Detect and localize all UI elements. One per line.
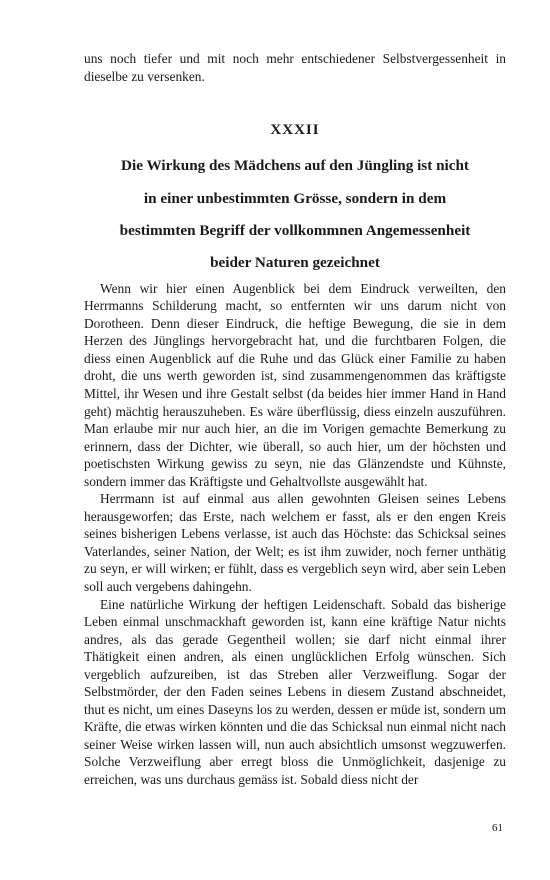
body-paragraph: Herrmann ist auf einmal aus allen gewohnten Gleisen seines Lebens herausgeworfen; das Erste, nach welchem er fasst, als er den engen Kreis seines bisherigen Lebens verlasse, ist auch das Höchste: das Schicksal seines Vaterlandes, seiner Nation, der Welt; es ist ihm zuwider, noch ferner unthätig zu seyn, er will wirken; er fühlt, dass es vergeblich seyn wird, aber sein Leben soll auch vergebens dahingehn.: [84, 491, 506, 595]
chapter-title: [84, 150, 506, 280]
chapter-number: XXXII: [270, 122, 320, 139]
chapter-title-line: Die Wirkung des Mädchens auf den Jüngling ist nicht: [121, 157, 469, 175]
chapter-title-line: bestimmten Begriff der vollkommnen Angemessenheit: [119, 221, 471, 239]
chapter-title-line: beider Naturen gezeichnet: [210, 254, 380, 272]
page-number: 61: [492, 822, 503, 834]
lead-paragraph: uns noch tiefer und mit noch mehr entschiedener Selbstvergessenheit in dieselbe zu versenken.: [84, 51, 506, 84]
page-body: [84, 50, 506, 789]
chapter-title-line: in einer unbestimmten Grösse, sondern in dem: [143, 189, 447, 207]
body-paragraph: Wenn wir hier einen Augenblick bei dem Eindruck verweilten, den Herrmanns Schilderung macht, so entfernten wir uns darum nicht von Dorotheen. Denn dieser Eindruck, die heftige Bewegung, die sie in dem Herzen des Jünglings hervorgebracht hat, und die furchtbaren Folgen, die diess einen Augenblick auf die Ruhe und das Glück einer Familie zu haben droht, die uns werth geworden ist, sind zusammengenommen das kräftigste Mittel, ihr Wesen und ihre Gestalt selbst (da beides hier immer Hand in Hand geht) mächtig herauszuheben. Es wäre überflüssig, diess einzeln auszuführen. Man erlaube mir nur auch hier, an die im Vorigen gemachte Bemerkung zu erinnern, dass der Dichter, wie überall, so auch hier, um der höchsten und poetischsten Wirkung gewiss zu seyn, nie das Glänzendste und Kühnste, sondern immer das Kräftigste und Gehaltvollste ausgewählt hat.: [84, 280, 506, 489]
body-paragraph: Eine natürliche Wirkung der heftigen Leidenschaft. Sobald das bisherige Leben einmal unschmackhaft geworden ist, kann eine kräftige Natur nichts andres, als das gerade Gegentheil wollen; sie darf nicht einmal ihrer Thätigkeit einen andren, als einen unglücklichen Erfolg wünschen. Sich vergeblich aufzureiben, ist das Streben aller Verzweiflung. Sogar der Selbstmörder, der den Faden seines Lebens in diesem Zustand abschneidet, thut es nicht, um eines Daseyns los zu werden, dessen er müde ist, sondern um Kräfte, die etwas wirken könnten und die das Schicksal nun einmal nicht nach seiner Weise wirken lassen will, nun auch absichtlich umsonst wegzuwerfen. Solche Verzweiflung aber erregt bloss die Unmöglichkeit, dasjenige zu erreichen, was uns durchaus gemäss ist. Sobald diess nicht der: [84, 596, 506, 788]
